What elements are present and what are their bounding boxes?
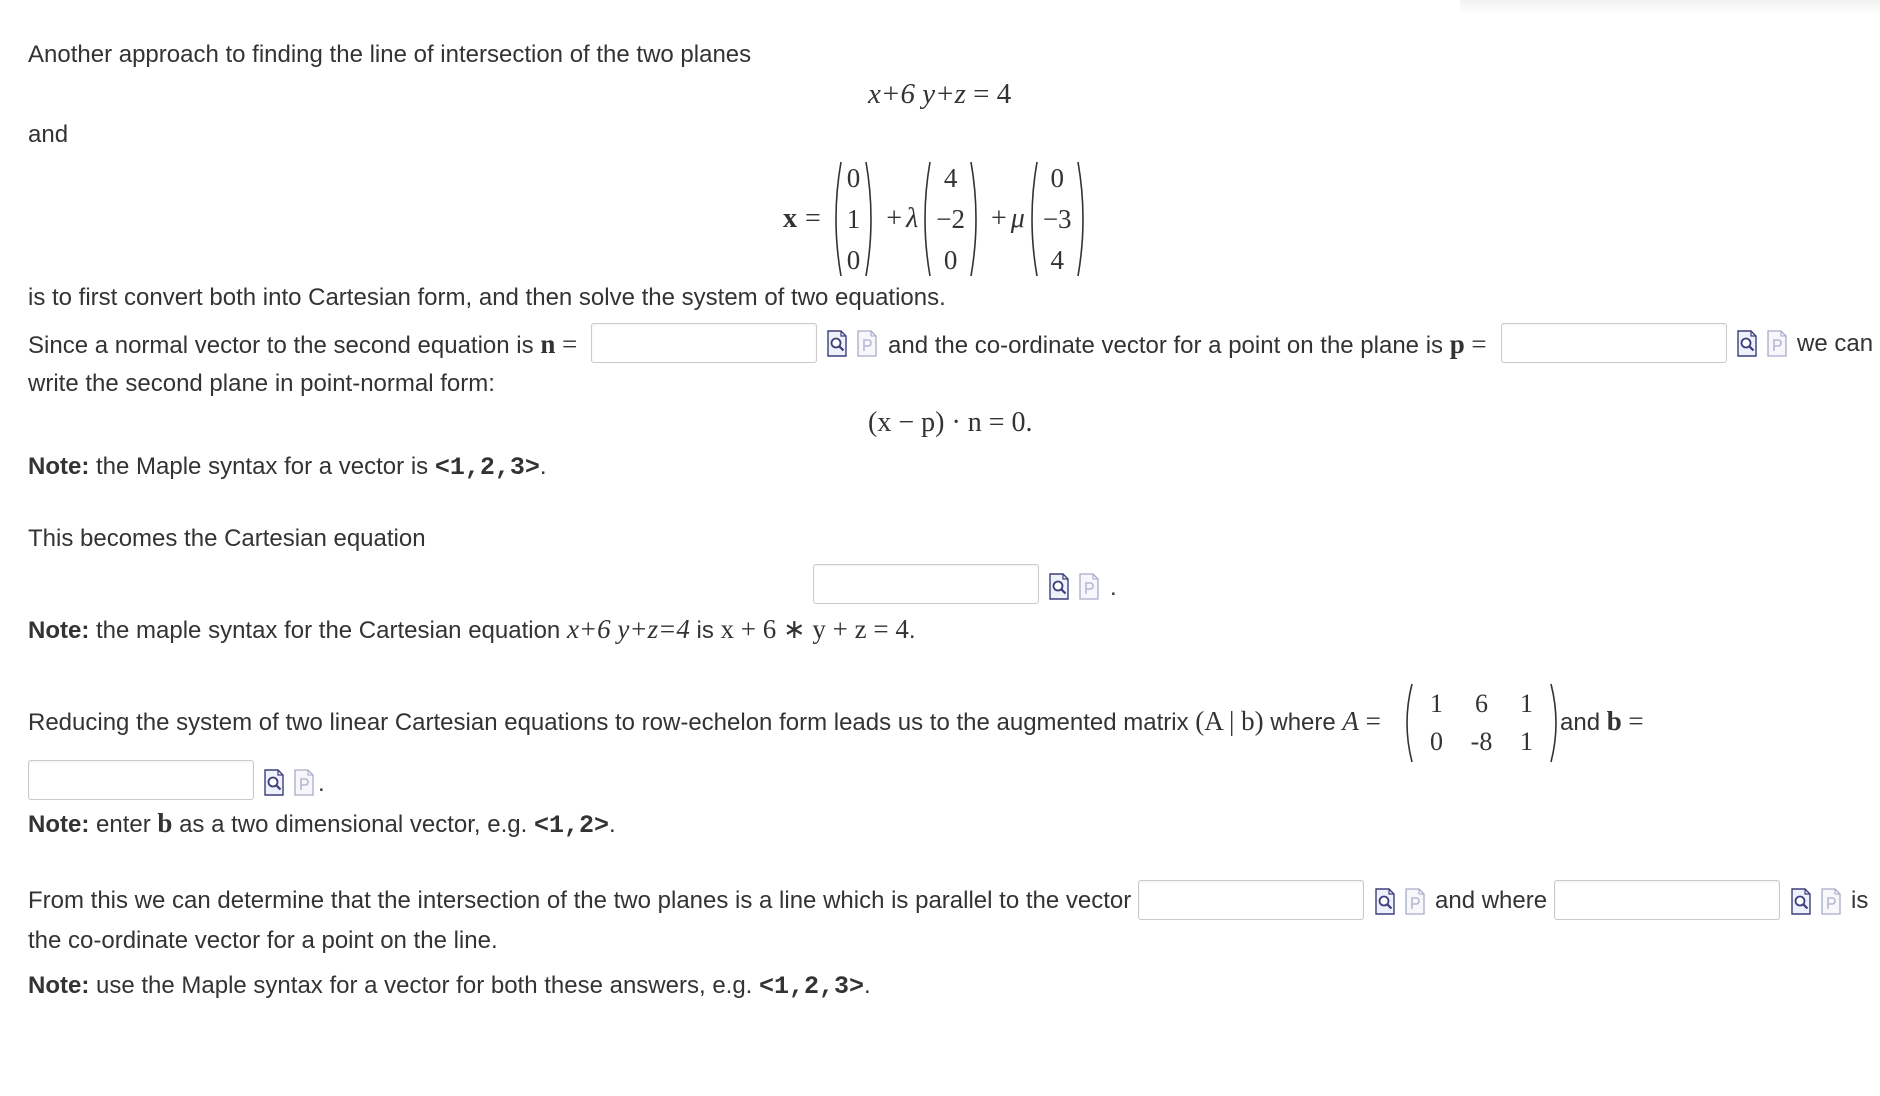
plane1-rhs: 4 xyxy=(996,78,1012,110)
direction-vector-tools xyxy=(1374,886,1426,916)
note-vector-syntax: Note: the Maple syntax for a vector is <1,2,3>. xyxy=(28,453,547,482)
matrix-entry: 1 xyxy=(1520,689,1533,718)
preview-icon[interactable] xyxy=(1736,330,1758,357)
note-b-vector: Note: enter b as a two dimensional vector, e.g. <1,2>. xyxy=(28,808,616,840)
matrix-A xyxy=(1400,682,1563,764)
matrix-entry: 0 xyxy=(1430,727,1443,756)
matrix-A-entries xyxy=(1414,685,1549,761)
maple-help-icon[interactable] xyxy=(1820,888,1842,915)
vector-base-entries: 0 1 0 xyxy=(846,162,861,275)
line-point-tools xyxy=(1790,886,1842,916)
plane1-eq: = xyxy=(973,78,990,110)
vector-direction-2-entries: 0 −3 4 xyxy=(1042,162,1072,275)
vector-direction-1-entries: 4 −2 0 xyxy=(936,162,965,275)
plus-sign-2: + xyxy=(990,203,1007,234)
vector-base xyxy=(829,158,879,281)
becomes-text: This becomes the Cartesian equation xyxy=(28,525,426,552)
normal-sentence-cont: write the second plane in point-normal form: xyxy=(28,370,495,397)
point-vector-input[interactable] xyxy=(1501,323,1727,363)
plane1-lhs: x+6 y+z xyxy=(868,78,966,110)
and-label: and xyxy=(28,121,69,148)
augmented-matrix-label: (A | b) xyxy=(1195,706,1264,736)
point-normal-equation: (x − p) · n = 0. xyxy=(868,407,1033,438)
intro-text: Another approach to finding the line of intersection of the two planes xyxy=(28,41,752,68)
final-sentence-cont: the co-ordinate vector for a point on the line. xyxy=(28,927,498,954)
top-shadow xyxy=(1460,0,1880,14)
vector-direction-2 xyxy=(1025,158,1090,281)
cartesian-period: . xyxy=(1110,574,1117,601)
plus-sign-1: + xyxy=(886,203,903,234)
n-symbol: n xyxy=(540,329,556,359)
maple-help-icon[interactable] xyxy=(1766,330,1788,357)
p-symbol: p xyxy=(1449,329,1465,359)
preview-icon[interactable] xyxy=(1048,573,1070,600)
direction-vector-input[interactable] xyxy=(1138,880,1364,920)
convert-text: is to first convert both into Cartesian form, and then solve the system of two equations. xyxy=(28,284,946,311)
preview-icon[interactable] xyxy=(263,769,285,796)
point-vector-tools xyxy=(1736,328,1788,358)
b-period: . xyxy=(318,770,325,797)
reduce-sentence-b: and b = xyxy=(1560,706,1644,736)
normal-sentence-part3: we can xyxy=(1797,330,1874,357)
normal-sentence-part1: Since a normal vector to the second equation is n = xyxy=(28,329,578,359)
matrix-entry: 6 xyxy=(1475,689,1488,718)
matrix-left-paren xyxy=(1400,682,1414,764)
preview-icon[interactable] xyxy=(1374,888,1396,915)
note-answer-syntax: Note: use the Maple syntax for a vector for both these answers, e.g. <1,2,3>. xyxy=(28,972,871,1001)
matrix-entry: -8 xyxy=(1470,727,1493,756)
matrix-entry: 1 xyxy=(1520,727,1533,756)
plane2-eq: = xyxy=(805,203,821,234)
line-point-input[interactable] xyxy=(1554,880,1780,920)
maple-help-icon[interactable] xyxy=(1078,573,1100,600)
right-paren xyxy=(864,160,878,278)
maple-help-icon[interactable] xyxy=(293,769,315,796)
b-vector-tools xyxy=(263,767,315,797)
final-sentence-part2: and where xyxy=(1435,887,1548,914)
left-paren xyxy=(829,160,843,278)
vector-direction-1 xyxy=(918,158,983,281)
plane2-lhs: x xyxy=(783,203,797,234)
preview-icon[interactable] xyxy=(826,330,848,357)
cartesian-equation-tools xyxy=(1048,571,1100,601)
lambda-symbol: λ xyxy=(906,203,919,234)
note-cartesian-syntax: Note: the maple syntax for the Cartesian equation x+6 y+z=4 is x + 6 ∗ y + z = 4. xyxy=(28,614,916,644)
cartesian-equation-input[interactable] xyxy=(813,564,1039,604)
preview-icon[interactable] xyxy=(1790,888,1812,915)
matrix-entry: 1 xyxy=(1430,689,1443,718)
final-sentence-part1: From this we can determine that the intersection of the two planes is a line which is parallel to the vector xyxy=(28,887,1132,914)
maple-help-icon[interactable] xyxy=(1404,888,1426,915)
b-vector-input[interactable] xyxy=(28,760,254,800)
normal-sentence-part2: and the co-ordinate vector for a point on the plane is p = xyxy=(888,329,1487,359)
normal-vector-tools xyxy=(826,328,878,358)
maple-help-icon[interactable] xyxy=(856,330,878,357)
normal-vector-input[interactable] xyxy=(591,323,817,363)
reduce-sentence: Reducing the system of two linear Cartesian equations to row-echelon form leads us to the augmented matrix (A | b) where A = xyxy=(28,706,1381,736)
plane2-equation xyxy=(783,158,1090,280)
plane1-equation xyxy=(868,78,1011,111)
final-sentence-part3: is xyxy=(1851,887,1869,914)
mu-symbol: μ xyxy=(1010,203,1025,234)
